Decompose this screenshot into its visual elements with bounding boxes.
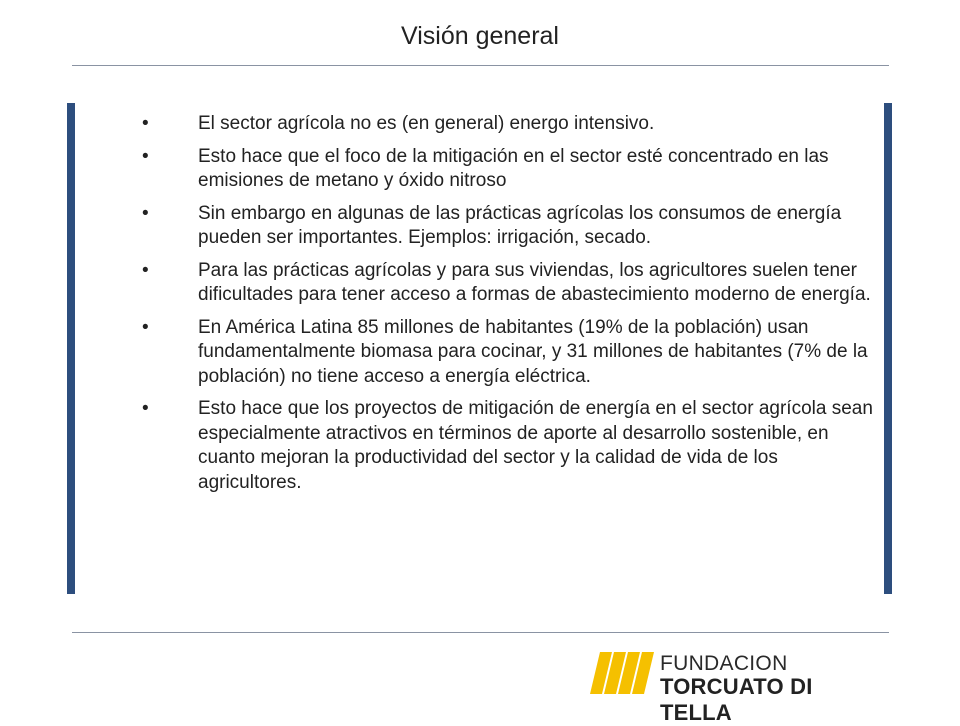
bullet-text: Sin embargo en algunas de las prácticas agrícolas los consumos de energía pueden ser importantes. Ejemplos: irrigación, secado. (198, 202, 842, 248)
bullet-list (142, 112, 877, 503)
bullet-text: En América Latina 85 millones de habitantes (19% de la población) usan fundamentalmente biomasa para cocinar, y 31 millones de habitantes (7% de la población) no tiene acceso a energía eléctrica. (198, 316, 868, 387)
bullet-marker: • (142, 202, 149, 224)
slide-title: Visión general (401, 22, 559, 50)
foundation-logo (590, 652, 890, 725)
bullet-item (142, 145, 877, 194)
bullet-marker: • (142, 398, 149, 419)
logo-text-line1: FUNDACION (660, 652, 788, 675)
bullet-item (142, 202, 877, 251)
bullet-text: Para las prácticas agrícolas y para sus viviendas, los agricultores suelen tener dificultades para tener acceso a formas de abastecimiento moderno de energía. (198, 259, 871, 305)
bottom-divider (72, 632, 889, 633)
logo-text-line2: TORCUATO DI TELLA (660, 674, 813, 725)
right-accent-bar (884, 103, 892, 594)
bullet-marker: • (142, 316, 149, 338)
bullet-item (142, 259, 877, 308)
bullet-text: Esto hace que el foco de la mitigación en el sector esté concentrado en las emisiones de metano y óxido nitroso (198, 145, 829, 191)
bullet-marker: • (142, 259, 149, 281)
stripes-logo-icon (590, 652, 656, 694)
bullet-item (142, 397, 877, 495)
bullet-marker: • (142, 113, 149, 134)
left-accent-bar (67, 103, 75, 594)
bullet-item (142, 316, 877, 390)
bullet-text: Esto hace que los proyectos de mitigación de energía en el sector agrícola sean especialmente atractivos en términos de aporte al desarrollo sostenible, en cuanto mejoran la productividad del sector y la calidad de vida de los agricultores. (198, 398, 873, 493)
bullet-item (142, 112, 877, 137)
bullet-marker: • (142, 145, 149, 167)
top-divider (72, 65, 889, 66)
bullet-text: El sector agrícola no es (en general) energo intensivo. (198, 113, 655, 134)
